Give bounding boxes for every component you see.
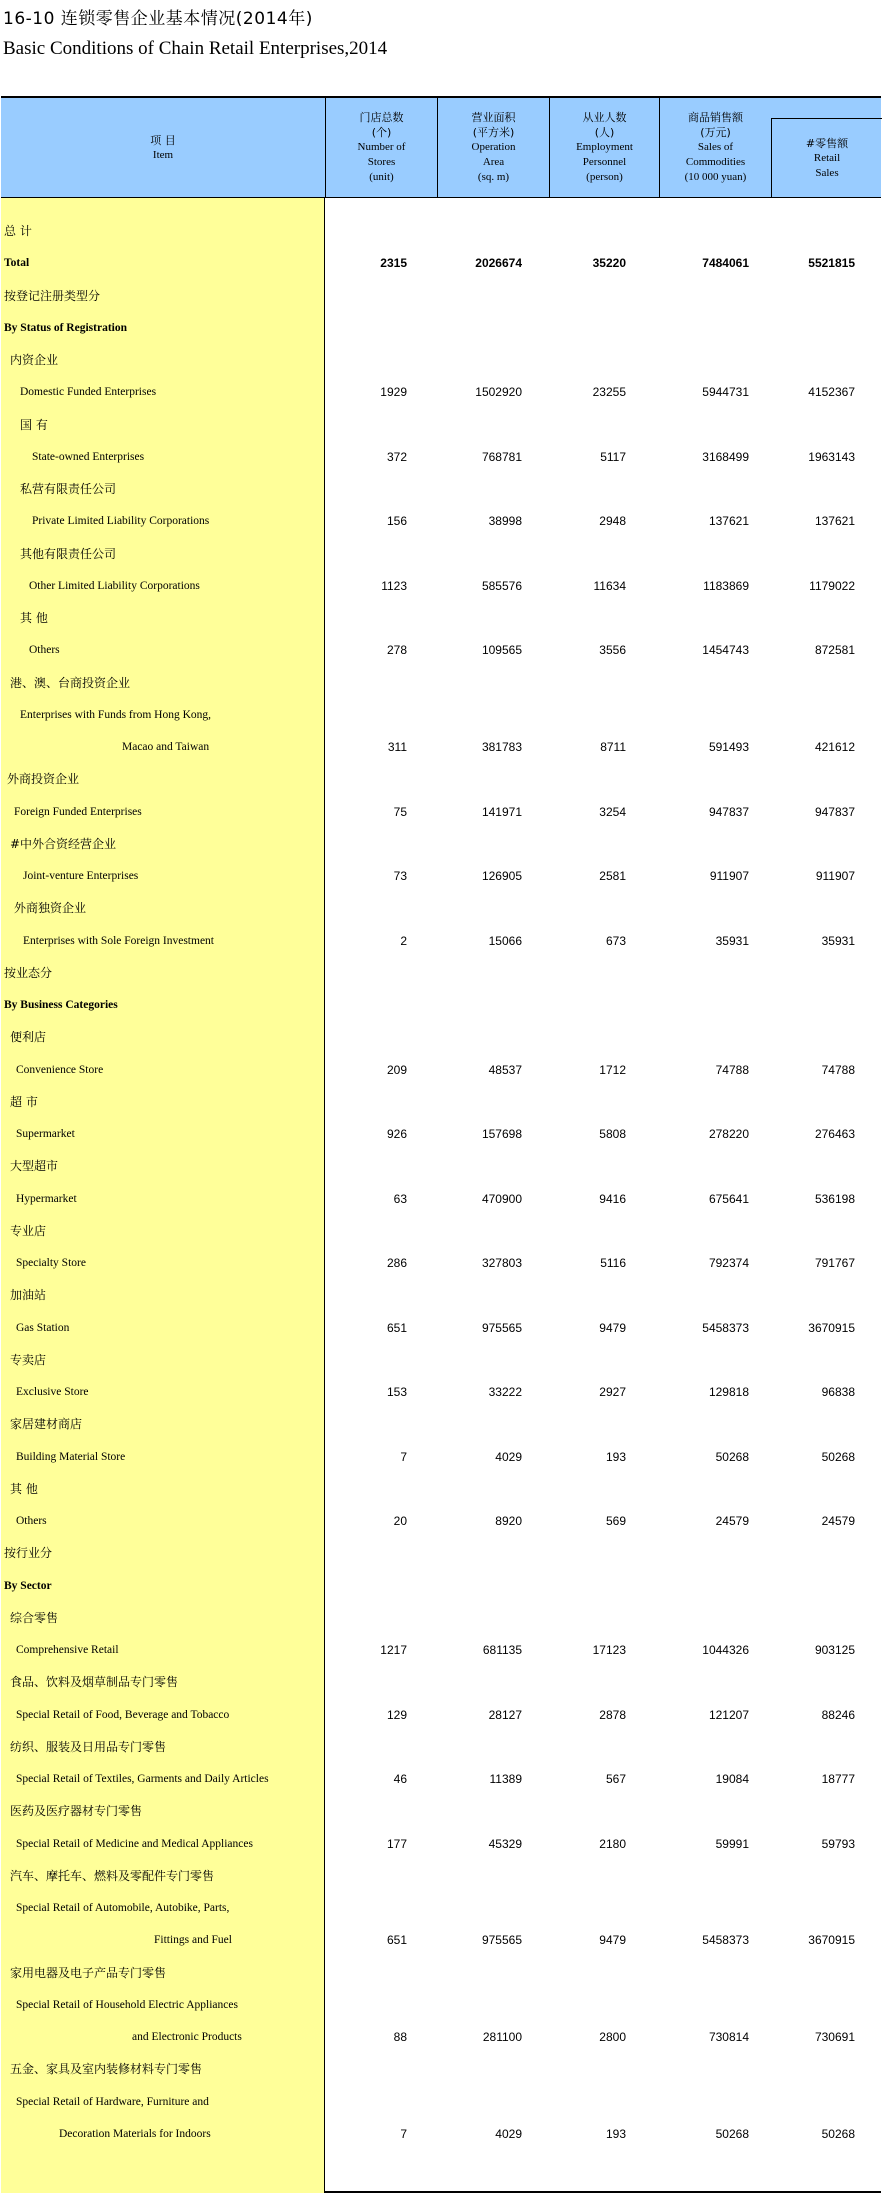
- stores-value: 278: [386, 643, 407, 658]
- employment-value: 2800: [599, 2030, 626, 2044]
- employment-value: 193: [605, 2126, 626, 2141]
- row-label: 内资企业: [10, 353, 59, 367]
- table-row: [1, 215, 881, 247]
- sales-value: 74788: [715, 1062, 749, 1077]
- area-value: 4029: [495, 1449, 522, 1464]
- row-label: 家用电器及电子产品专门零售: [10, 1965, 167, 1980]
- stores-value: 63: [393, 1191, 407, 1206]
- retail-value: 18777: [821, 1772, 855, 1786]
- area-value: 8920: [495, 1514, 522, 1528]
- area-value: 48537: [488, 1062, 522, 1077]
- retail-value: 3670915: [808, 1933, 855, 1948]
- employment-value: 9416: [599, 1191, 626, 1206]
- row-label: 便利店: [10, 1030, 47, 1045]
- employment-value: 2948: [599, 514, 626, 529]
- sales-value: 137621: [708, 514, 749, 529]
- row-label: Special Retail of Household Electric Appliances: [16, 1998, 238, 2011]
- stores-value: 46: [393, 1772, 407, 1786]
- table-row: [1, 409, 881, 441]
- table-row: [1, 1376, 881, 1408]
- stores-value: 2: [400, 933, 407, 948]
- employment-value: 3254: [599, 804, 626, 819]
- row-label: State-owned Enterprises: [32, 450, 145, 463]
- stores-value: 7: [400, 1449, 407, 1464]
- table-row: [1, 1441, 881, 1473]
- table-row: [1, 1892, 881, 1924]
- sales-value: 1044326: [702, 1643, 749, 1657]
- area-value: 4029: [495, 2126, 522, 2141]
- sales-value: 121207: [708, 1707, 749, 1722]
- row-label: Comprehensive Retail: [16, 1644, 119, 1656]
- row-label: 其他有限责任公司: [20, 546, 117, 561]
- sales-value: 50268: [715, 1449, 749, 1464]
- row-label: 加油站: [10, 1288, 47, 1303]
- retail-value: 96838: [821, 1385, 855, 1399]
- area-value: 157698: [481, 1127, 522, 1141]
- retail-value: 59793: [821, 1836, 855, 1851]
- retail-value: 276463: [814, 1127, 855, 1141]
- row-label: Enterprises with Sole Foreign Investment: [23, 934, 214, 947]
- row-label: Domestic Funded Enterprises: [20, 386, 157, 399]
- row-label: Special Retail of Medicine and Medical Appliances: [16, 1837, 253, 1850]
- row-label: 总 计: [4, 224, 32, 238]
- stores-value: 73: [393, 869, 407, 883]
- header-item-zh: 项 目: [150, 133, 176, 147]
- table-title-zh: 16-10 连锁零售企业基本情况(2014年): [3, 9, 313, 29]
- retail-value: 872581: [814, 643, 855, 658]
- table-row: [1, 505, 881, 537]
- row-label: #中外合资经营企业: [10, 836, 117, 851]
- sales-value: 591493: [708, 740, 749, 754]
- table-header: [1, 98, 881, 198]
- header-item-en: Item: [152, 148, 174, 161]
- employment-value: 1712: [599, 1062, 626, 1077]
- employment-value: 567: [605, 1772, 626, 1786]
- stores-value: 651: [386, 1320, 407, 1335]
- table-row: [1, 1312, 881, 1344]
- table-row: [1, 247, 881, 279]
- employment-value: 193: [605, 1449, 626, 1464]
- area-value: 126905: [481, 869, 522, 883]
- row-label: 家居建材商店: [10, 1417, 83, 1432]
- row-label: 专业店: [10, 1223, 47, 1238]
- table-row: [1, 1828, 881, 1860]
- table-row: [1, 2118, 881, 2150]
- stores-value: 1929: [380, 385, 407, 400]
- row-label: 纺织、服装及日用品专门零售: [10, 1739, 167, 1754]
- stores-value: 209: [386, 1062, 407, 1077]
- employment-value: 8711: [600, 740, 626, 754]
- retail-value: 88246: [821, 1707, 855, 1722]
- header-stores-zh1: 门店总数: [359, 111, 404, 124]
- table-row: [1, 1408, 881, 1440]
- row-label: Total: [4, 257, 30, 270]
- table-row: [1, 1279, 881, 1311]
- table-title-en: Basic Conditions of Chain Retail Enterprises,2014: [3, 38, 388, 59]
- table-row: [1, 1473, 881, 1505]
- table-row: [1, 1989, 881, 2021]
- stores-value: 286: [386, 1256, 407, 1270]
- row-label: Enterprises with Funds from Hong Kong,: [20, 708, 212, 721]
- area-value: 45329: [488, 1836, 522, 1851]
- row-label: 超 市: [10, 1094, 38, 1109]
- table-row: [1, 1118, 881, 1150]
- row-label: 其 他: [20, 611, 48, 625]
- employment-value: 2180: [599, 1836, 626, 1851]
- row-label: Fittings and Fuel: [154, 1934, 232, 1947]
- table-row: [1, 602, 881, 634]
- stores-value: 7: [400, 2126, 407, 2141]
- retail-value: 35931: [821, 933, 855, 948]
- table-row: [1, 1634, 881, 1666]
- table-row: [1, 1731, 881, 1763]
- stores-value: 75: [393, 804, 407, 819]
- employment-value: 17123: [592, 1643, 626, 1657]
- table-row: [1, 957, 881, 989]
- area-value: 768781: [481, 449, 522, 464]
- row-label: 医药及医疗器材专门零售: [10, 1804, 143, 1819]
- table-row: [1, 1763, 881, 1795]
- table-row: [1, 376, 881, 408]
- area-value: 470900: [481, 1191, 522, 1206]
- row-label: 按业态分: [4, 965, 53, 980]
- table-row: [1, 1795, 881, 1827]
- header-sales: [659, 98, 881, 197]
- employment-value: 5808: [599, 1127, 626, 1141]
- sales-value: 947837: [708, 804, 749, 819]
- sales-value: 24579: [715, 1514, 749, 1528]
- row-label: 港、澳、台商投资企业: [10, 675, 131, 690]
- header-employment-zh2: (人): [594, 126, 615, 139]
- row-label: 外商投资企业: [7, 772, 80, 787]
- header-stores-en1: Number of: [357, 141, 406, 153]
- sales-value: 3168499: [702, 449, 749, 464]
- header-sales-en1: Sales of: [697, 141, 734, 153]
- table-row: [1, 763, 881, 795]
- row-label: 综合零售: [10, 1610, 59, 1625]
- table-row: [1, 1570, 881, 1602]
- sales-value: 1454743: [702, 643, 749, 658]
- row-label: and Electronic Products: [132, 2031, 242, 2043]
- header-employment-en1: Employment: [576, 141, 633, 153]
- row-label: By Business Categories: [4, 999, 118, 1011]
- employment-value: 5117: [600, 449, 626, 464]
- row-label: 汽车、摩托车、燃料及零配件专门零售: [10, 1868, 215, 1883]
- sales-value: 730814: [708, 2030, 749, 2044]
- employment-value: 2581: [599, 869, 626, 883]
- row-label: 按登记注册类型分: [4, 288, 101, 303]
- retail-value: 50268: [821, 2126, 855, 2141]
- table-row: [1, 280, 881, 312]
- sales-value: 675641: [708, 1191, 749, 1206]
- sales-value: 35931: [715, 933, 749, 948]
- row-label: Joint-venture Enterprises: [23, 870, 139, 882]
- row-label: 五金、家具及室内装修材料专门零售: [10, 2062, 203, 2077]
- header-retail-en1: Retail: [813, 151, 841, 164]
- row-label: 国 有: [20, 417, 48, 432]
- retail-value: 4152367: [808, 385, 855, 400]
- header-employment-zh1: 从业人数: [582, 111, 627, 124]
- table-row: [1, 1860, 881, 1892]
- header-area-zh2: (平方米): [472, 126, 515, 139]
- area-value: 681135: [482, 1643, 522, 1657]
- table-row: [1, 1537, 881, 1569]
- table-row: [1, 2086, 881, 2118]
- sales-value: 59991: [715, 1836, 749, 1851]
- table-row: [1, 634, 881, 666]
- table-row: [1, 1021, 881, 1053]
- sales-value: 19084: [715, 1772, 749, 1786]
- row-label: 专卖店: [10, 1352, 47, 1367]
- area-value: 1502920: [475, 385, 522, 400]
- area-value: 11389: [489, 1772, 522, 1786]
- table-row: [1, 1666, 881, 1698]
- employment-value: 5116: [600, 1256, 626, 1270]
- table-row: [1, 860, 881, 892]
- row-label: Others: [29, 644, 60, 657]
- employment-value: 2927: [599, 1385, 626, 1399]
- retail-value: 5521815: [808, 256, 855, 271]
- retail-value: 536198: [814, 1191, 855, 1206]
- header-area-en3: (sq. m): [477, 171, 510, 183]
- table-row: [1, 989, 881, 1021]
- header-employment: [549, 98, 659, 197]
- row-label: By Sector: [4, 1579, 52, 1592]
- header-item: [1, 98, 325, 197]
- sales-value: 911907: [709, 869, 749, 883]
- row-label: Macao and Taiwan: [122, 741, 210, 753]
- retail-value: 903125: [814, 1643, 855, 1657]
- row-label: Specialty Store: [16, 1257, 86, 1269]
- sales-value: 129818: [708, 1385, 749, 1399]
- table-row: [1, 828, 881, 860]
- header-stores-en3: (unit): [369, 171, 394, 183]
- retail-value: 50268: [821, 1449, 855, 1464]
- retail-value: 24579: [821, 1514, 855, 1528]
- table-row: [1, 667, 881, 699]
- table-row: [1, 1247, 881, 1279]
- stores-value: 926: [386, 1127, 407, 1141]
- stores-value: 156: [386, 514, 407, 529]
- sales-value: 1183869: [703, 578, 749, 593]
- table-row: [1, 473, 881, 505]
- retail-value: 137621: [814, 514, 855, 529]
- row-label: Special Retail of Hardware, Furniture and: [16, 2095, 209, 2108]
- area-value: 33222: [488, 1385, 522, 1399]
- row-label: 大型超市: [10, 1159, 59, 1174]
- area-value: 28127: [488, 1707, 522, 1722]
- table-row: [1, 344, 881, 376]
- row-label: Convenience Store: [16, 1063, 104, 1076]
- row-label: Others: [16, 1515, 47, 1527]
- row-label: 私营有限责任公司: [20, 482, 117, 496]
- stores-value: 177: [386, 1836, 407, 1851]
- stores-value: 20: [393, 1514, 407, 1528]
- header-retail-zh1: #零售额: [805, 136, 849, 150]
- table-row: [1, 1699, 881, 1731]
- row-label: Special Retail of Textiles, Garments and Daily Articles: [16, 1773, 269, 1785]
- table-row: [1, 1054, 881, 1086]
- header-employment-en3: (person): [586, 171, 623, 183]
- area-value: 141971: [481, 804, 522, 819]
- row-label: 外商独资企业: [14, 901, 87, 916]
- employment-value: 9479: [599, 1933, 626, 1948]
- table-row: [1, 796, 881, 828]
- retail-value: 3670915: [808, 1320, 855, 1335]
- area-value: 15066: [488, 933, 522, 948]
- row-label: Gas Station: [16, 1321, 70, 1334]
- statistics-table: [1, 96, 881, 2193]
- stores-value: 311: [387, 740, 407, 754]
- row-label: Private Limited Liability Corporations: [32, 515, 210, 528]
- area-value: 2026674: [475, 256, 522, 271]
- sales-value: 50268: [715, 2126, 749, 2141]
- table-row: [1, 1183, 881, 1215]
- table-row: [1, 1957, 881, 1989]
- header-sales-en3: (10 000 yuan): [684, 171, 747, 183]
- header-stores-zh2: (个): [371, 126, 392, 139]
- row-label: Foreign Funded Enterprises: [14, 805, 142, 818]
- table-row: [1, 312, 881, 344]
- table-row: [1, 570, 881, 602]
- employment-value: 23255: [592, 385, 626, 400]
- table-row: [1, 731, 881, 763]
- row-label: By Status of Registration: [4, 321, 127, 334]
- header-sales-zh1: 商品销售额: [688, 111, 743, 124]
- stores-value: 2315: [380, 256, 407, 271]
- row-label: Hypermarket: [16, 1192, 77, 1205]
- row-label: Building Material Store: [16, 1450, 126, 1463]
- employment-value: 569: [605, 1514, 626, 1528]
- employment-value: 3556: [599, 643, 626, 658]
- header-stores: [325, 98, 437, 197]
- header-retail: [771, 118, 882, 197]
- stores-value: 153: [386, 1385, 407, 1399]
- retail-value: 791767: [814, 1256, 855, 1270]
- sales-value: 792374: [708, 1256, 749, 1270]
- area-value: 109565: [481, 643, 522, 658]
- employment-value: 11634: [593, 578, 626, 593]
- retail-value: 74788: [821, 1062, 855, 1077]
- retail-value: 730691: [814, 2030, 855, 2044]
- area-value: 327803: [481, 1256, 522, 1270]
- area-value: 38998: [488, 514, 522, 529]
- table-row: [1, 925, 881, 957]
- row-label: Supermarket: [16, 1128, 75, 1140]
- table-row: [1, 892, 881, 924]
- header-area-en1: Operation: [471, 141, 516, 153]
- table-row: [1, 1344, 881, 1376]
- table-row: [1, 1150, 881, 1182]
- table-row: [1, 1602, 881, 1634]
- area-value: 381783: [481, 740, 522, 754]
- header-area-en2: Area: [482, 156, 505, 168]
- row-label: 按行业分: [4, 1546, 53, 1561]
- row-label: Special Retail of Food, Beverage and Tobacco: [16, 1708, 230, 1721]
- row-label: 其 他: [10, 1481, 38, 1496]
- row-label: Exclusive Store: [16, 1386, 89, 1398]
- stores-value: 1123: [381, 578, 407, 593]
- table-row: [1, 2053, 881, 2085]
- employment-value: 35220: [592, 256, 626, 271]
- area-value: 975565: [481, 1933, 522, 1948]
- table-row: [1, 1215, 881, 1247]
- area-value: 281100: [482, 2030, 522, 2044]
- header-area: [437, 98, 549, 197]
- table-row: [1, 1505, 881, 1537]
- row-label: Other Limited Liability Corporations: [29, 579, 200, 592]
- table-row: [1, 2021, 881, 2053]
- retail-value: 911907: [815, 869, 855, 883]
- sales-value: 5944731: [702, 385, 749, 400]
- employment-value: 673: [605, 933, 626, 948]
- header-retail-en2: Sales: [815, 166, 839, 179]
- header-sales-en2: Commodities: [685, 156, 746, 168]
- header-sales-commodities: [660, 98, 771, 197]
- stores-value: 88: [393, 2030, 407, 2044]
- retail-value: 1963143: [808, 449, 855, 464]
- employment-value: 2878: [599, 1707, 626, 1722]
- sales-value: 7484061: [702, 256, 749, 271]
- sales-value: 5458373: [702, 1933, 749, 1948]
- stores-value: 1217: [380, 1643, 407, 1657]
- header-sales-zh2: (万元): [700, 126, 731, 139]
- table-row: [1, 699, 881, 731]
- retail-value: 421612: [814, 740, 855, 754]
- stores-value: 372: [386, 449, 407, 464]
- area-value: 975565: [481, 1320, 522, 1335]
- table-row: [1, 538, 881, 570]
- employment-value: 9479: [599, 1320, 626, 1335]
- sales-value: 278220: [708, 1127, 749, 1141]
- table-row: [1, 1086, 881, 1118]
- header-employment-en2: Personnel: [582, 156, 627, 168]
- retail-value: 1179022: [809, 578, 855, 593]
- header-area-zh1: 营业面积: [471, 111, 516, 124]
- sales-value: 5458373: [702, 1320, 749, 1335]
- row-label: Decoration Materials for Indoors: [59, 2127, 211, 2140]
- table-row: [1, 1924, 881, 1956]
- header-stores-en2: Stores: [367, 156, 396, 168]
- area-value: 585576: [481, 578, 522, 593]
- stores-value: 651: [386, 1933, 407, 1948]
- table-row: [1, 441, 881, 473]
- stores-value: 129: [386, 1707, 407, 1722]
- row-label: 食品、饮料及烟草制品专门零售: [10, 1675, 179, 1690]
- row-label: Special Retail of Automobile, Autobike, Parts,: [16, 1902, 230, 1914]
- retail-value: 947837: [814, 804, 855, 819]
